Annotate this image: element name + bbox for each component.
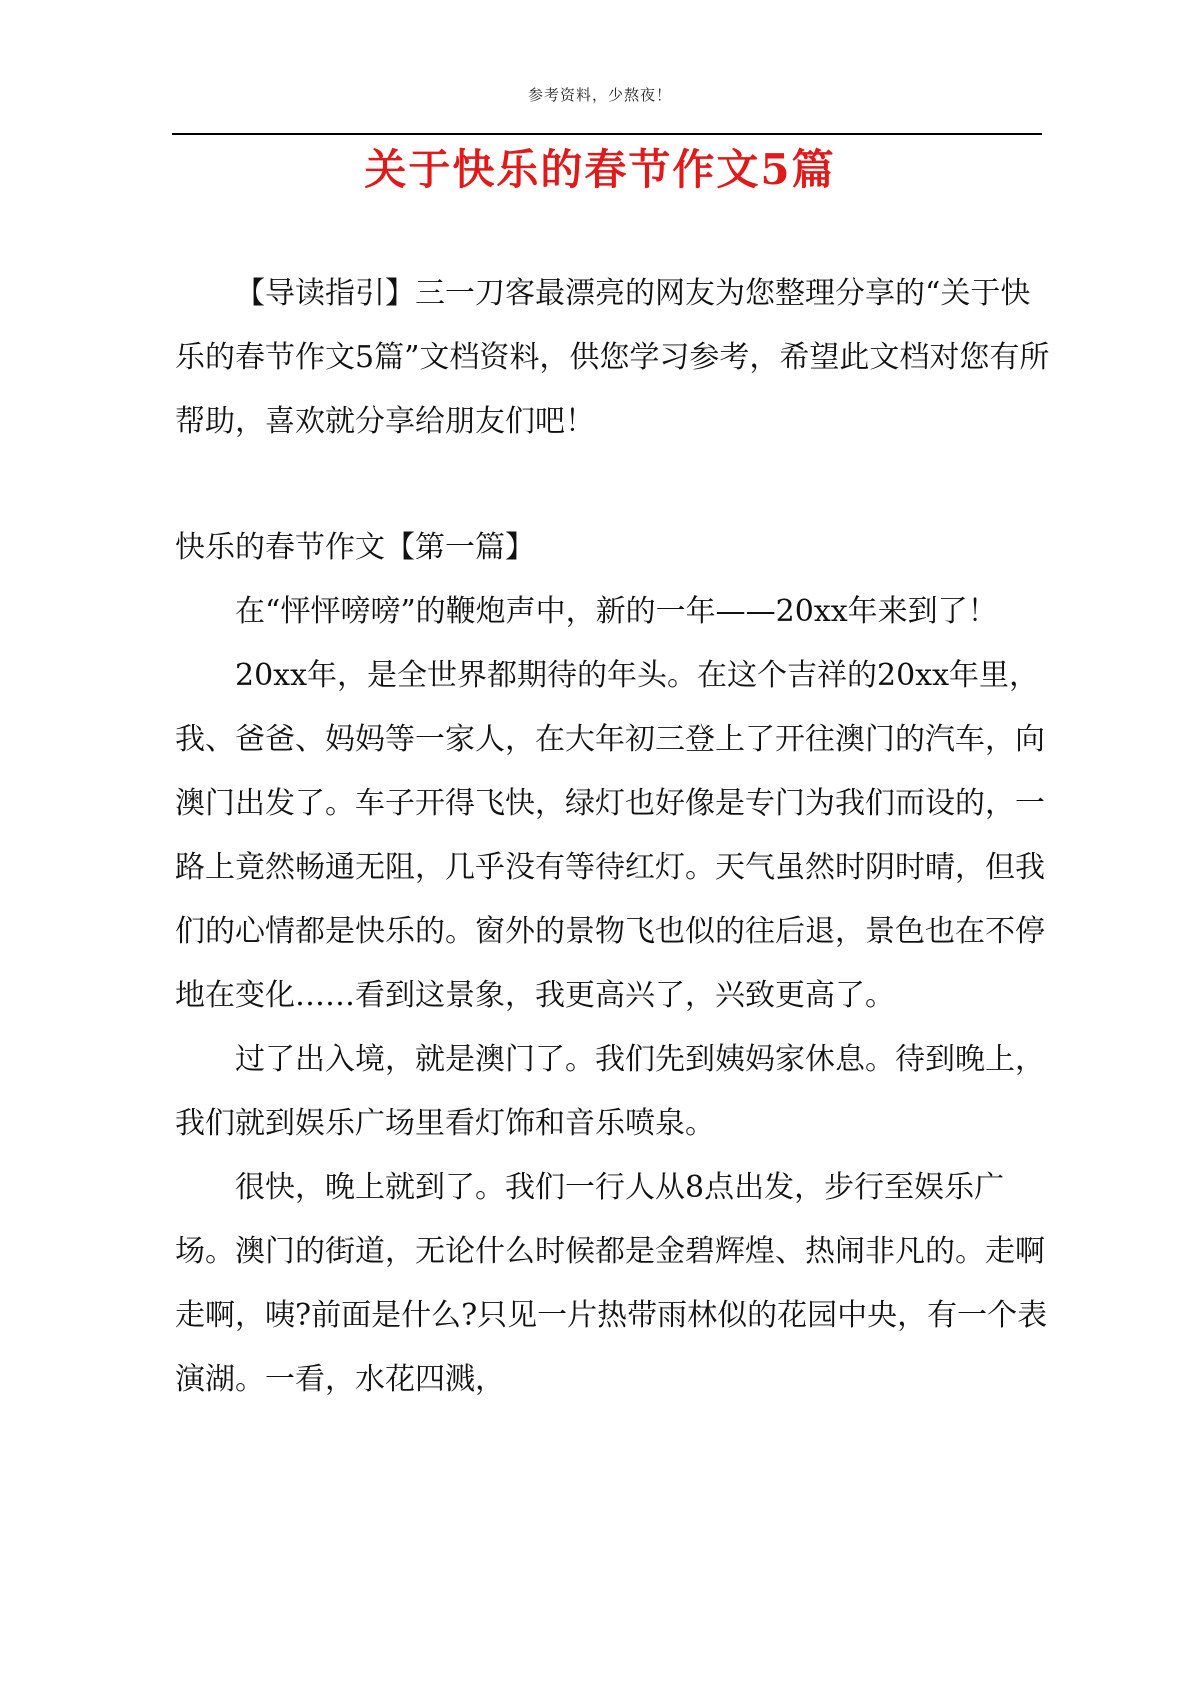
- essay-section: [175, 516, 1055, 1412]
- essay-paragraph: 20xx年，是全世界都期待的年头。在这个吉祥的20xx年里，我、爸爸、妈妈等一家人，在大年初三登上了开往澳门的汽车，向澳门出发了。车子开得飞快，绿灯也好像是专门为我们而设的，一路上竟然畅通无阻，几乎没有等待红灯。天气虽然时阴时晴，但我们的心情都是快乐的。窗外的景物飞也似的往后退，景色也在不停地在变化……看到这景象，我更高兴了，兴致更高了。: [175, 658, 1045, 1013]
- essay-paragraph: 很快，晚上就到了。我们一行人从8点出发，步行至娱乐广场。澳门的街道，无论什么时候都是金碧辉煌、热闹非凡的。走啊走啊，咦?前面是什么?只见一片热带雨林似的花园中央，有一个表演湖。一看，水花四溅，: [175, 1170, 1048, 1397]
- document-title: 关于快乐的春节作文5篇: [364, 145, 836, 194]
- header-note: 参考资料，少熬夜！: [527, 86, 672, 104]
- section-heading: 快乐的春节作文【第一篇】: [175, 530, 535, 565]
- intro-block: [175, 262, 1055, 454]
- essay-paragraph: 在“怦怦嗙嗙”的鞭炮声中，新的一年——20xx年来到了！: [235, 594, 998, 629]
- intro-paragraph: 【导读指引】三一刀客最漂亮的网友为您整理分享的“关于快乐的春节作文5篇”文档资料，供您学习参考，希望此文档对您有所帮助，喜欢就分享给朋友们吧！: [175, 276, 1050, 439]
- essay-paragraph: 过了出入境，就是澳门了。我们先到姨妈家休息。待到晚上，我们就到娱乐广场里看灯饰和音乐喷泉。: [175, 1042, 1045, 1141]
- header-divider: [172, 133, 1042, 135]
